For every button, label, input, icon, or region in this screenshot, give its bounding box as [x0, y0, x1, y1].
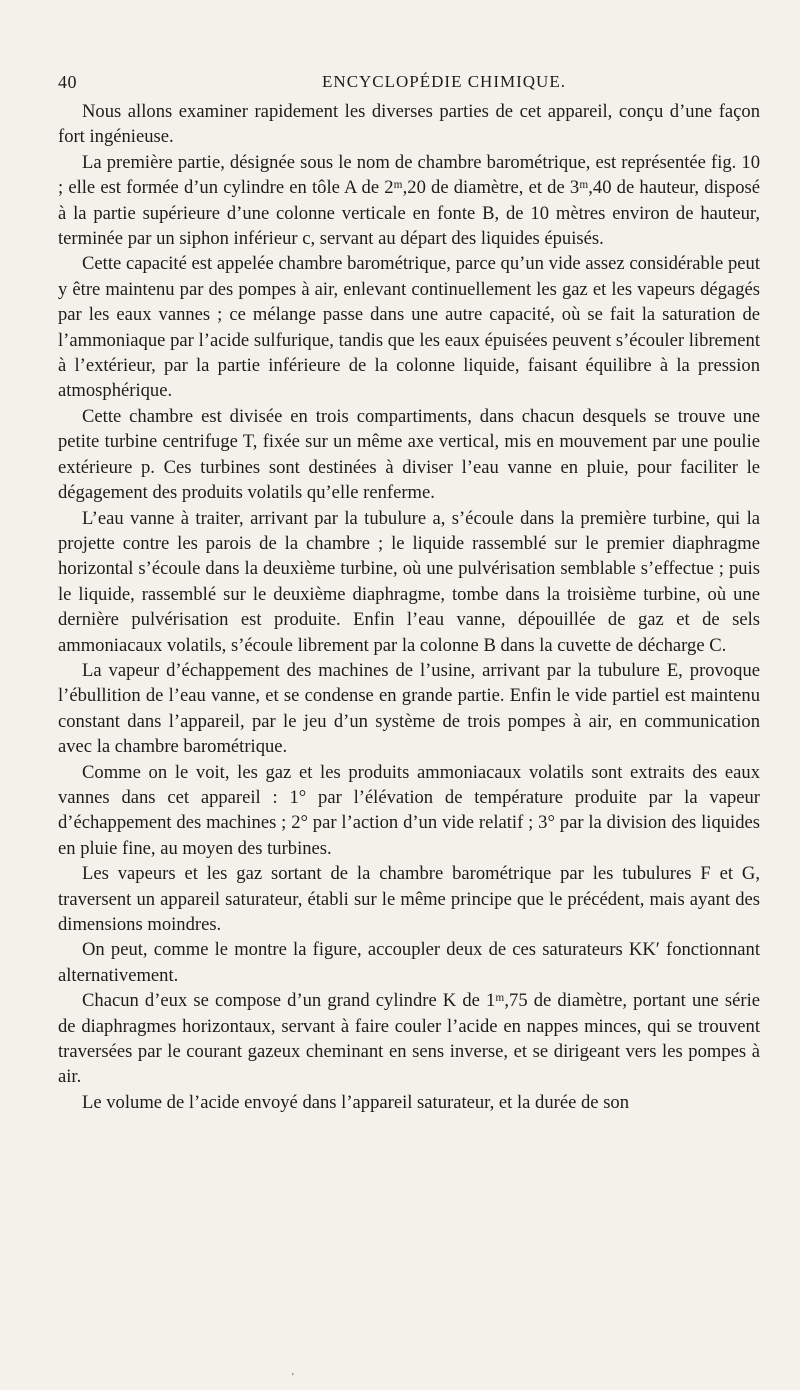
body-text [58, 99, 760, 1115]
paragraph: On peut, comme le montre la figure, accoupler deux de ces saturateurs KK′ fonctionnant alternativement. [58, 939, 760, 986]
paragraph: Les vapeurs et les gaz sortant de la chambre barométrique par les tubulures F et G, traversent un appareil saturateur, établi sur le même principe que le précédent, mais ayant des dimensions moindres. [58, 863, 760, 935]
paragraph: Cette capacité est appelée chambre barométrique, parce qu’un vide assez considérable peut y être maintenu par des pompes à air, enlevant continuellement les gaz et les vapeurs dégagés par les eaux vannes ; ce mélange passe dans une autre capacité, où se fait la saturation de l’ammoniaque par l’acide sulfurique, tandis que les eaux épuisées peuvent s’écouler librement à l’extérieur, par la partie inférieure de la colonne liquide, faisant équilibre à la pression atmosphérique. [58, 253, 760, 402]
paragraph: L’eau vanne à traiter, arrivant par la tubulure a, s’écoule dans la première turbine, qui la projette contre les parois de la chambre ; le liquide rassemblé sur le premier diaphragme horizontal s’écoule dans la deuxième turbine, où une pulvérisation semblable s’effectue ; puis le liquide, rassemblé sur le deuxième diaphragme, tombe dans la troisième turbine, où une dernière pulvérisation est produite. Enfin l’eau vanne, dépouillée de gaz et de sels ammoniacaux volatils, s’écoule librement par la colonne B dans la cuvette de décharge C. [58, 507, 760, 656]
paragraph: Le volume de l’acide envoyé dans l’appareil saturateur, et la durée de son [82, 1091, 630, 1113]
page-header [58, 72, 770, 96]
paragraph: La vapeur d’échappement des machines de l’usine, arrivant par la tubulure E, provoque l’ébullition de l’eau vanne, et se condense en grande partie. Enfin le vide partiel est maintenu constant dans l’appareil, par le jeu d’un système de trois pompes à air, en communication avec la chambre barométrique. [58, 659, 760, 758]
paragraph: La première partie, désignée sous le nom de chambre barométrique, est représentée fig. 10 ; elle est formée d’un cylindre en tôle A de 2ᵐ,20 de diamètre, et de 3ᵐ,40 de hauteur, disposé à la partie supérieure d’une colonne verticale en fonte B, de 10 mètres environ de hauteur, terminée par un siphon inférieur c, servant au départ des liquides épuisés. [58, 151, 760, 250]
paragraph: Chacun d’eux se compose d’un grand cylindre K de 1ᵐ,75 de diamètre, portant une série de diaphragmes horizontaux, servant à faire couler l’acide en nappes minces, qui se trouvent traversées par le courant gazeux cheminant en sens inverse, et se dirigeant vers les pompes à air. [58, 990, 760, 1088]
paragraph: Cette chambre est divisée en trois compartiments, dans chacun desquels se trouve une petite turbine centrifuge T, fixée sur un même axe vertical, mis en mouvement par une poulie extérieure p. Ces turbines sont destinées à diviser l’eau vanne en pluie, pour faciliter le dégagement des produits volatils qu’elle renferme. [58, 405, 760, 504]
paragraph: Nous allons examiner rapidement les diverses parties de cet appareil, conçu d’une façon fort ingénieuse. [58, 101, 760, 148]
page-number: 40 [58, 72, 77, 92]
running-title: ENCYCLOPÉDIE CHIMIQUE. [322, 72, 566, 91]
footer-mark: ' [292, 1372, 294, 1383]
paragraph: Comme on le voit, les gaz et les produits ammoniacaux volatils sont extraits des eaux vannes dans cet appareil : 1° par l’élévation de température produite par la vapeur d’échappement des machines ; 2° par l’action d’un vide relatif ; 3° par la division des liquides en pluie fine, au moyen des turbines. [58, 761, 760, 859]
